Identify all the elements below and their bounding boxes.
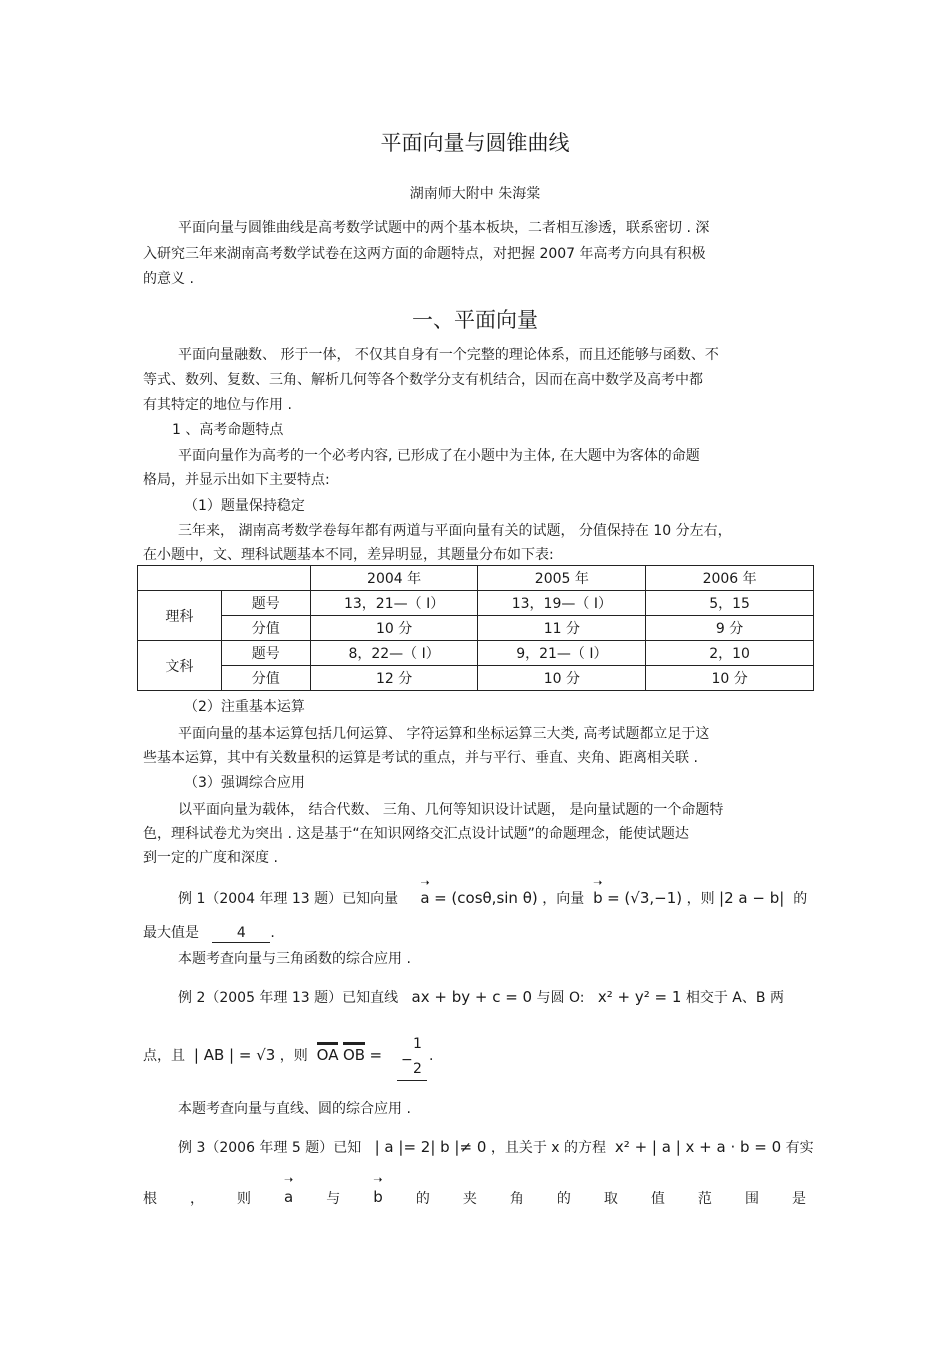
table-cell: 9 分 bbox=[646, 616, 814, 641]
table-cell: 8，22—（ I） bbox=[310, 641, 478, 666]
example-3-head: 例 3（2006 年理 5 题）已知 bbox=[178, 1140, 362, 1156]
subheading-1-3: （3）强调综合应用 bbox=[184, 775, 305, 791]
example-1-mid: ，向量 bbox=[542, 891, 585, 907]
answer-numerator: 1 bbox=[413, 1036, 422, 1052]
subheading-1: 1 、高考命题特点 bbox=[172, 422, 284, 438]
vector-a-symbol: ➝ a bbox=[420, 889, 429, 907]
table-cell: 10 分 bbox=[478, 666, 646, 691]
example-1-head: 例 1（2004 年理 13 题）已知向量 bbox=[178, 891, 399, 907]
table-label-cell: 题号 bbox=[221, 641, 310, 666]
example-2-note: 本题考查向量与直线、圆的综合应用 . bbox=[178, 1101, 411, 1117]
intro-line-3: 的意义 . bbox=[143, 271, 194, 287]
vector-b-symbol: ➝ b bbox=[593, 889, 603, 907]
table-cell: 9，21—（ I） bbox=[478, 641, 646, 666]
para5-line-3: 到一定的广度和深度 . bbox=[143, 850, 278, 866]
para3-line-1: 三年来， 湖南高考数学卷每年都有两道与平面向量有关的试题， 分值保持在 10 分左右， bbox=[178, 523, 732, 539]
table-row bbox=[138, 591, 814, 616]
para3-line-2: 在小题中，文、理科试题基本不同，差异明显，其题量分布如下表: bbox=[143, 547, 554, 563]
table-cell: 2，10 bbox=[646, 641, 814, 666]
table-cell: 5，15 bbox=[646, 591, 814, 616]
table-label-cell: 题号 bbox=[221, 591, 310, 616]
vector-oa: OA bbox=[317, 1042, 339, 1064]
example-2 bbox=[178, 988, 784, 1007]
example-1 bbox=[178, 889, 807, 908]
table-label-cell: 分值 bbox=[221, 666, 310, 691]
answer-blank: 4 bbox=[212, 924, 270, 943]
table-year-cell: 2004 年 bbox=[310, 566, 478, 591]
example-3 bbox=[178, 1138, 814, 1157]
example-2-tail: 相交于 A、B 两 bbox=[685, 990, 784, 1006]
table-year-cell: 2006 年 bbox=[646, 566, 814, 591]
table-row bbox=[138, 616, 814, 641]
quadratic-equation: x² + | a | x + a · b = 0 bbox=[614, 1138, 782, 1156]
table-group-cell: 文科 bbox=[138, 641, 222, 691]
vector-a-symbol: ➝ a bbox=[284, 1188, 293, 1208]
table-cell: 10 分 bbox=[646, 666, 814, 691]
example-1-expression: |2 a − b| bbox=[719, 889, 785, 907]
example-2-end: . bbox=[429, 1048, 434, 1064]
example-3-mid: ，且关于 x 的方程 bbox=[490, 1140, 607, 1156]
ab-length: | AB | = √3 bbox=[193, 1046, 276, 1064]
char: 根 bbox=[143, 1191, 157, 1207]
char: 夹 bbox=[462, 1191, 477, 1207]
table-cell: 12 分 bbox=[310, 666, 478, 691]
char: 角 bbox=[509, 1191, 524, 1207]
example-3-line-2 bbox=[143, 1188, 806, 1208]
table-header-row bbox=[138, 566, 814, 591]
page-title: 平面向量与圆锥曲线 bbox=[380, 131, 570, 155]
para4-line-2: 些基本运算，其中有关数量积的运算是考试的重点，并与平行、垂直、夹角、距离相关联 . bbox=[143, 750, 698, 766]
para1-line-2: 等式、数列、复数、三角、解析几何等各个数学分支有机结合，因而在高中数学及高考中都 bbox=[143, 372, 703, 388]
char: 是 bbox=[791, 1191, 806, 1207]
example-3-condition: | a |= 2| b |≠ 0 bbox=[374, 1138, 487, 1156]
subheading-1-1: （1）题量保持稳定 bbox=[184, 498, 305, 514]
intro-line-1: 平面向量与圆锥曲线是高考数学试题中的两个基本板块，二者相互渗透，联系密切 . 深 bbox=[178, 220, 710, 236]
example-2-equals: = bbox=[369, 1046, 383, 1064]
table-year-cell: 2005 年 bbox=[478, 566, 646, 591]
table-cell: 10 分 bbox=[310, 616, 478, 641]
char: 范 bbox=[697, 1191, 712, 1207]
example-3-tail: 有实 bbox=[785, 1140, 814, 1156]
author-line: 湖南师大附中 朱海棠 bbox=[409, 186, 541, 202]
vector-b-value: = (√3,−1) bbox=[607, 889, 683, 907]
char: 则 bbox=[237, 1191, 252, 1207]
vector-b-symbol: ➝ b bbox=[373, 1188, 383, 1208]
char: 的 bbox=[415, 1191, 430, 1207]
example-1-end: . bbox=[270, 925, 275, 941]
table-row bbox=[138, 666, 814, 691]
answer-underline bbox=[397, 1080, 427, 1081]
distribution-table bbox=[137, 565, 814, 691]
char: 取 bbox=[603, 1191, 618, 1207]
vector-ob: OB bbox=[343, 1042, 365, 1064]
vector-a-value: = (cosθ,sin θ) bbox=[434, 889, 538, 907]
table-corner-cell bbox=[138, 566, 311, 591]
para1-line-1: 平面向量融数、 形于一体， 不仅其自身有一个完整的理论体系，而且还能够与函数、不 bbox=[178, 347, 719, 363]
char: ， bbox=[190, 1191, 205, 1207]
char: 与 bbox=[326, 1191, 341, 1207]
answer-denominator: 2 bbox=[413, 1061, 422, 1077]
char: 围 bbox=[744, 1191, 759, 1207]
line-equation: ax + by + c = 0 bbox=[411, 988, 533, 1006]
para2-line-2: 格局，并显示出如下主要特点: bbox=[143, 472, 330, 488]
table-cell: 13，21—（ I） bbox=[310, 591, 478, 616]
example-1-then: ，则 bbox=[686, 891, 715, 907]
example-2-line-2 bbox=[143, 1046, 382, 1065]
example-2-then: ，则 bbox=[279, 1048, 308, 1064]
example-2-line2-start: 点，且 bbox=[143, 1048, 185, 1064]
circle-equation: x² + y² = 1 bbox=[597, 988, 682, 1006]
para2-line-1: 平面向量作为高考的一个必考内容, 已形成了在小题中为主体, 在大题中为客体的命题 bbox=[178, 448, 700, 464]
table-cell: 13，19—（ I） bbox=[478, 591, 646, 616]
para5-line-1: 以平面向量为载体， 结合代数、 三角、几何等知识设计试题， 是向量试题的一个命题特 bbox=[178, 802, 724, 818]
table-group-cell: 理科 bbox=[138, 591, 222, 641]
para1-line-3: 有其特定的地位与作用 . bbox=[143, 397, 292, 413]
example-1-note: 本题考查向量与三角函数的综合应用 . bbox=[178, 951, 411, 967]
section-heading: 一、平面向量 bbox=[412, 308, 538, 332]
example-2-head: 例 2（2005 年理 13 题）已知直线 bbox=[178, 990, 399, 1006]
subheading-1-2: （2）注重基本运算 bbox=[184, 699, 305, 715]
example-1-question: 最大值是 bbox=[143, 925, 199, 941]
table-label-cell: 分值 bbox=[221, 616, 310, 641]
table-cell: 11 分 bbox=[478, 616, 646, 641]
char: 值 bbox=[650, 1191, 665, 1207]
answer-minus: − bbox=[401, 1052, 413, 1068]
table-row bbox=[138, 641, 814, 666]
para4-line-1: 平面向量的基本运算包括几何运算、 字符运算和坐标运算三大类, 高考试题都立足于这 bbox=[178, 726, 710, 742]
example-2-mid: 与圆 O: bbox=[536, 990, 585, 1006]
intro-line-2: 入研究三年来湖南高考数学试卷在这两方面的命题特点，对把握 2007 年高考方向具有积极 bbox=[143, 246, 706, 262]
char: 的 bbox=[556, 1191, 571, 1207]
example-1-tail: 的 bbox=[793, 891, 808, 907]
para5-line-2: 色，理科试卷尤为突出 . 这是基于“在知识网络交汇点设计试题”的命题理念，能使试题达 bbox=[143, 826, 689, 842]
example-1-line-2 bbox=[143, 924, 275, 943]
